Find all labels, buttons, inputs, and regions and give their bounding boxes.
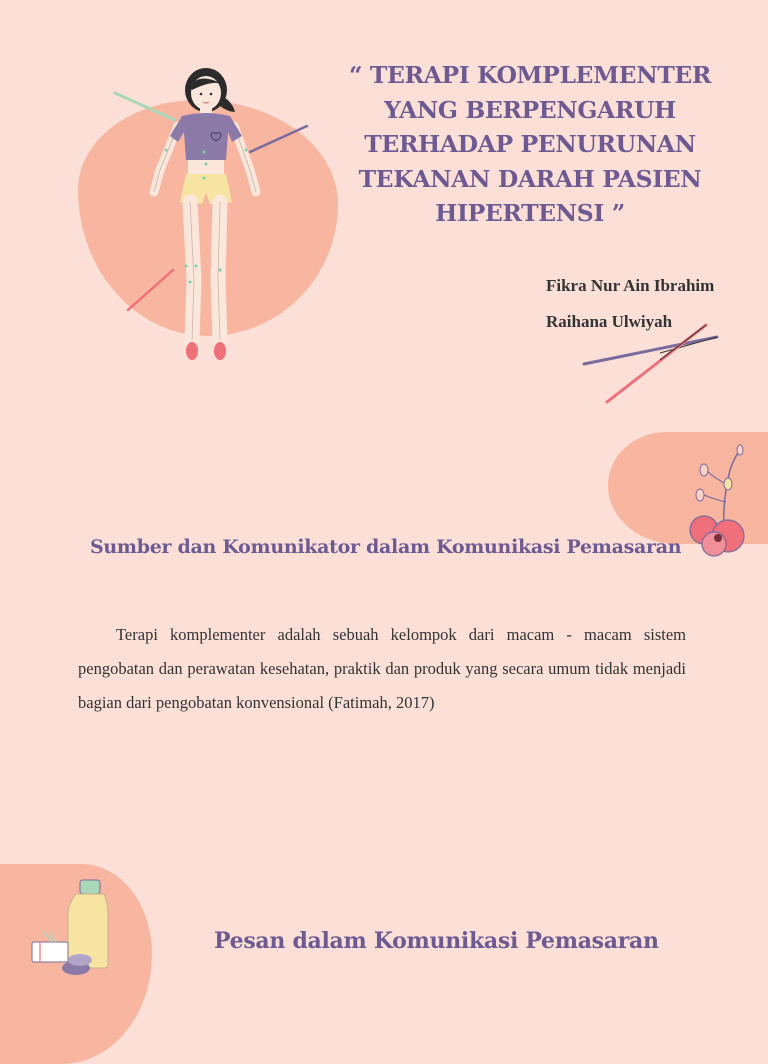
oil-bottle-spa-icon [28,880,118,980]
section-heading: Pesan dalam Komunikasi Pemasaran [214,928,659,954]
section-paragraph: Terapi komplementer adalah sebuah kelompok dari macam - macam sistem pengobatan dan perawatan kesehatan, praktik dan produk yang secara umum tidak menjadi bagian dari pengobatan konvensional (Fatimah, 2017) [78,625,686,712]
acupuncture-woman-illustration [100,60,320,370]
author-name: Raihana Ulwiyah [546,312,673,331]
author-name: Fikra Nur Ain Ibrahim [546,276,715,295]
acupuncture-needles-icon [580,322,720,406]
pink-flower-branch-icon [684,440,754,560]
document-title: “ TERAPI KOMPLEMENTER YANG BERPENGARUH TERHADAP PENURUNAN TEKANAN DARAH PASIEN HIPERTENSI ” [348,61,712,227]
section-heading: Sumber dan Komunikator dalam Komunikasi Pemasaran [90,536,682,558]
